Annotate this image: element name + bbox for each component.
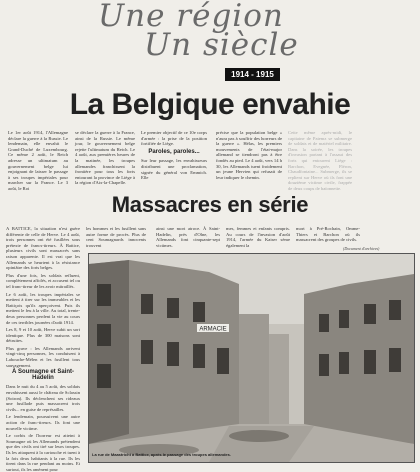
- article1-subhead: Paroles, paroles...: [148, 148, 200, 155]
- article1-col2-text: se déclare la guerre à la France, ainsi de la Russie. Le même jour, le gouvernement belge rejette l'ultimatum du Reich. Le 4 août, aux premières heures de la matinée, les troupes allemandes franchissent la frontière pour tous les forts entourant la province de Liège à la région d'Aix-la-Chapelle.: [75, 130, 135, 186]
- street-photo: [88, 253, 415, 463]
- article1-col3-bottom: Sur leur passage, les envahisseurs distribuent une proclamation, signée du général von Emmich. Elle: [141, 158, 207, 181]
- article2-col7-text: ainsi une mort atroce. À Saint-Hadelin, près d'Olne, les Allemands font cinquante-sept victimes.: [156, 226, 220, 248]
- masthead-line-2: Un siècle: [144, 27, 299, 63]
- article2-col9-text: mort à Pré-Rochain, Omme-Thiers et Barchon où ils massacrent des groupes de civils.: [296, 226, 360, 243]
- article2-left-p1: A BATTICE, la situation n'est guère différente de celle de Herve. Le 4 août, trois personnes ont été fusillées sous prétexte de francs-tireurs. À Battice, plusieurs civils sont massacrés sans raison apparente. Il est vrai que les Allemands se heurtent à la résistance opiniâtre des forts belges.: [6, 226, 80, 271]
- article2-left-p5: Plus grave : les Allemands arrivent vingt-cinq personnes, les conduisent à Labouche-Mélen et les fusillent tous sauvagement.: [6, 345, 80, 368]
- article1-col3-top: Le premier objectif de ce 10e corps d'armée : la prise de la position fortifiée de Liège.: [141, 130, 207, 147]
- article2-col6-text: les hommes et les fusillent sans autre forme de procès. Plus de cent Soumagnards innocents trouvent: [86, 226, 146, 248]
- article2-left-p6: Dans le nuit du 4 au 5 août, des soldats envahissent aussi le château de Sclassin (Soiron). Ils déclenchent ses rideaux une fusillade puis massacrent trois civils... en guise de représailles.: [6, 384, 80, 412]
- year-badge: 1914 - 1915: [225, 68, 280, 81]
- article2-left-p7: Le lendemain, poursuivent une autre action de franc-tireurs. Ils font une nouvelle victime.: [6, 414, 80, 431]
- pharmacy-sign: ARMACIE: [199, 326, 227, 333]
- article1-col1-text: Le 1er août 1914, l'Allemagne déclare la guerre à la Russie. Le lendemain, elle envahit le Grand-Duché de Luxembourg. Ce même 2 août, le Reich adresse un ultimatum au gouvernement belge lui enjoignant de laisser le passage à ses troupes impériales pour marcher sur la France. Le 3 août, le Roi: [8, 130, 68, 191]
- article2-left-p8: Le corbis de l'horreur est atteint à Soumagne où les Allemands prétendent que des civils ont tiré sur leurs troupes. Ils les attaquent à la cartouche et tuent à la fois deux habitants à la rue. Ils les tirent dans la rue pendant au moins. Et surtout, ils les amènent pour: [6, 433, 80, 472]
- masthead-line-1: Une région: [98, 0, 284, 34]
- article1-column-1: [8, 130, 68, 200]
- article1-col5-text: Cette même après-midi, le capitaine de Paiemz se submerge de soldats et de matériel militaire. Dans la soirée, les troupes d'invasion partant à l'assaut des forts qui entourent Liège : Barchon, Evegnée, Fléron, Chaudfontaine... Submerge, ils se replient sur Herve où ils font une douzième victime civile, frappée de deux coups de baïonnette.: [288, 130, 352, 191]
- photo-credit: (Document d'archives): [343, 246, 380, 251]
- headline-belgique: La Belgique envahie: [69, 88, 351, 121]
- article2-left-column: [6, 226, 80, 472]
- street-photo-illustration: [89, 254, 414, 462]
- article1-col4-text: précise que la population belge « n'aura pas à souffrir des horreurs de la guerre ». Hélas, les premiers mouvements de l'état-major allemand se tiendront pas à être fondés au pied. Le 4 août, vers 14 h 30, les Allemands tuent froidement un jeune Hervien qui refusait de leur indiquer le chemin.: [216, 130, 282, 180]
- article1-column-5: [288, 130, 352, 200]
- article1-column-3: [141, 130, 207, 200]
- headline-massacres: Massacres en série: [111, 192, 309, 217]
- article2-col8-text: mes, femmes et enfants compris. Au cours de l'invasion d'août 1914, l'armée du Kaiser sème également la: [226, 226, 290, 248]
- masthead-title: [98, 2, 398, 64]
- article2-left-p2: Plus d'une fois, les soldats refluent, complètement affolés, et accusent tel ou tel franc-tireur de les avoir mitraillés.: [6, 272, 80, 289]
- article2-subhead: À Soumagne et Saint-Hadelin: [11, 369, 74, 381]
- article1-column-2: [75, 130, 135, 200]
- article1-column-4: [216, 130, 282, 200]
- article2-left-p4: Les 8, 9 et 10 août, Herve subit un sort identique. Plus de 300 maisons sont détruites.: [6, 327, 80, 344]
- article2-left-p3: Le 6 août, les troupes impériales se mettent à tirer sur les immeubles et les Battiçois qu'ils aperçoivent. Puis ils mettent le feu à la ville. Au total, trente-deux personnes perdent la vie au cours de ces terribles journées d'août 1914.: [6, 291, 80, 325]
- photo-caption: La rue de Maastricht à Battice, après le passage des troupes allemandes.: [92, 452, 231, 457]
